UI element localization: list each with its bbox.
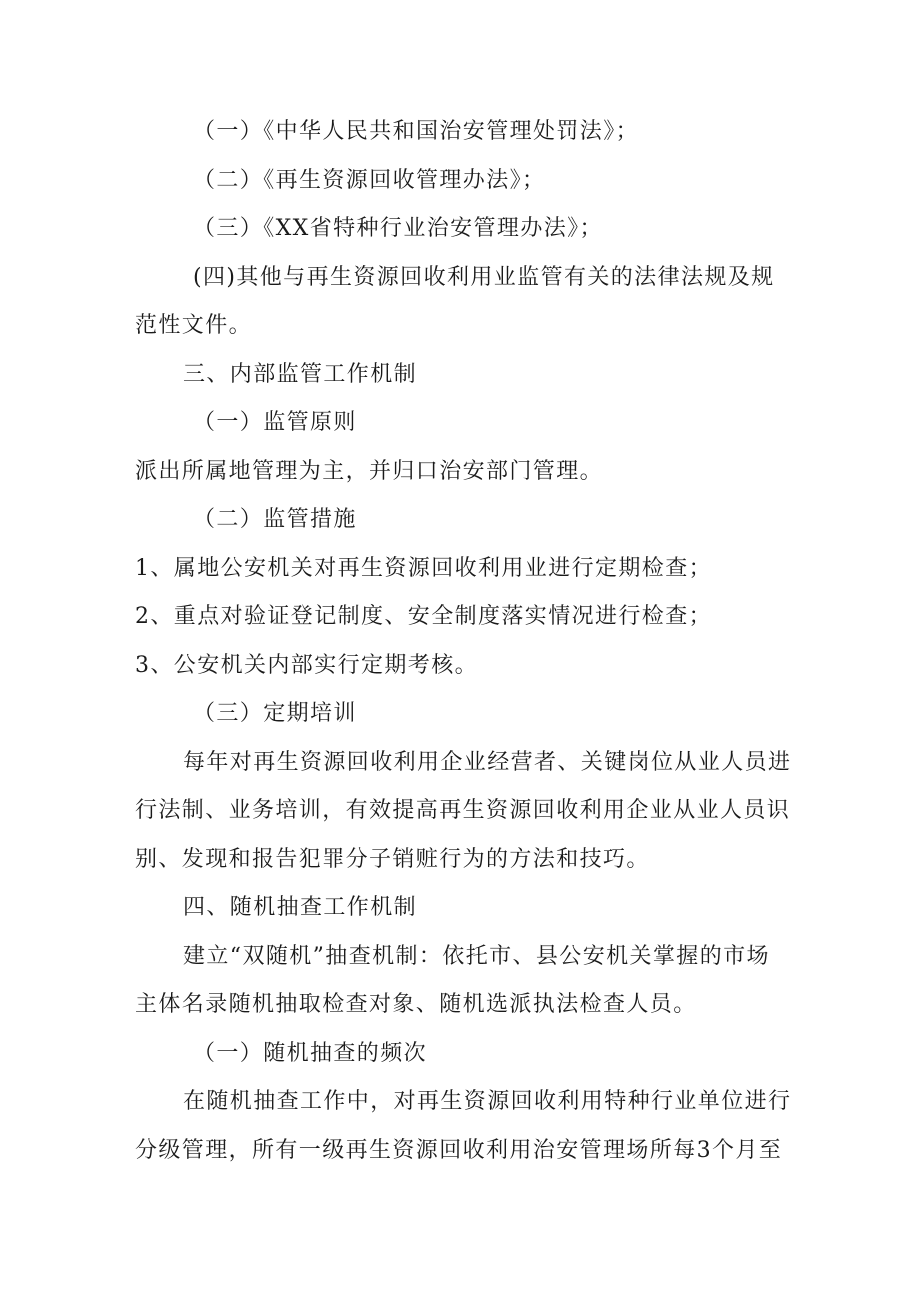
subheading-measures: （二）监管措施 [193,507,357,532]
section-heading-3: 三、内部监管工作机制 [183,362,418,387]
law-item-2: （二）《再生资源回收管理办法》； [193,168,546,193]
law-item-1: （一）《中华人民共和国治安管理处罚法》； [193,119,640,144]
subheading-training: （三）定期培训 [193,701,357,726]
paragraph-random-line-2: 主体名录随机抽取检查对象、随机选派执法检查人员。 [135,992,697,1017]
paragraph-training-line-1: 每年对再生资源回收利用企业经营者、关键岗位从业人员进 [183,750,792,775]
paragraph-frequency-line-1: 在随机抽查工作中，对再生资源回收利用特种行业单位进行 [183,1089,792,1114]
paragraph-training-line-2: 行法制、业务培训，有效提高再生资源回收利用企业从业人员识 [135,798,791,823]
measure-item-2: 2、重点对验证登记制度、安全制度落实情况进行检查； [135,604,712,629]
law-item-3: （三）《XX省特种行业治安管理办法》； [193,216,603,241]
law-item-4-continuation: 范性文件。 [135,313,253,338]
paragraph-principle: 派出所属地管理为主，并归口治安部门管理。 [135,459,604,484]
paragraph-training-line-3: 别、发现和报告犯罪分子销赃行为的方法和技巧。 [135,847,650,872]
paragraph-frequency-line-2: 分级管理，所有一级再生资源回收利用治安管理场所每3个月至 [135,1138,783,1163]
subheading-frequency: （一）随机抽查的频次 [193,1041,428,1066]
measure-item-3: 3、公安机关内部实行定期考核。 [135,653,478,678]
measure-item-1: 1、属地公安机关对再生资源回收利用业进行定期检查； [135,556,712,581]
section-heading-4: 四、随机抽查工作机制 [183,895,418,920]
paragraph-random-line-1: 建立“双随机”抽查机制：依托市、县公安机关掌握的市场 [183,944,770,969]
law-item-4: (四)其他与再生资源回收利用业监管有关的法律法规及规 [193,265,775,290]
subheading-principle: （一）监管原则 [193,410,357,435]
